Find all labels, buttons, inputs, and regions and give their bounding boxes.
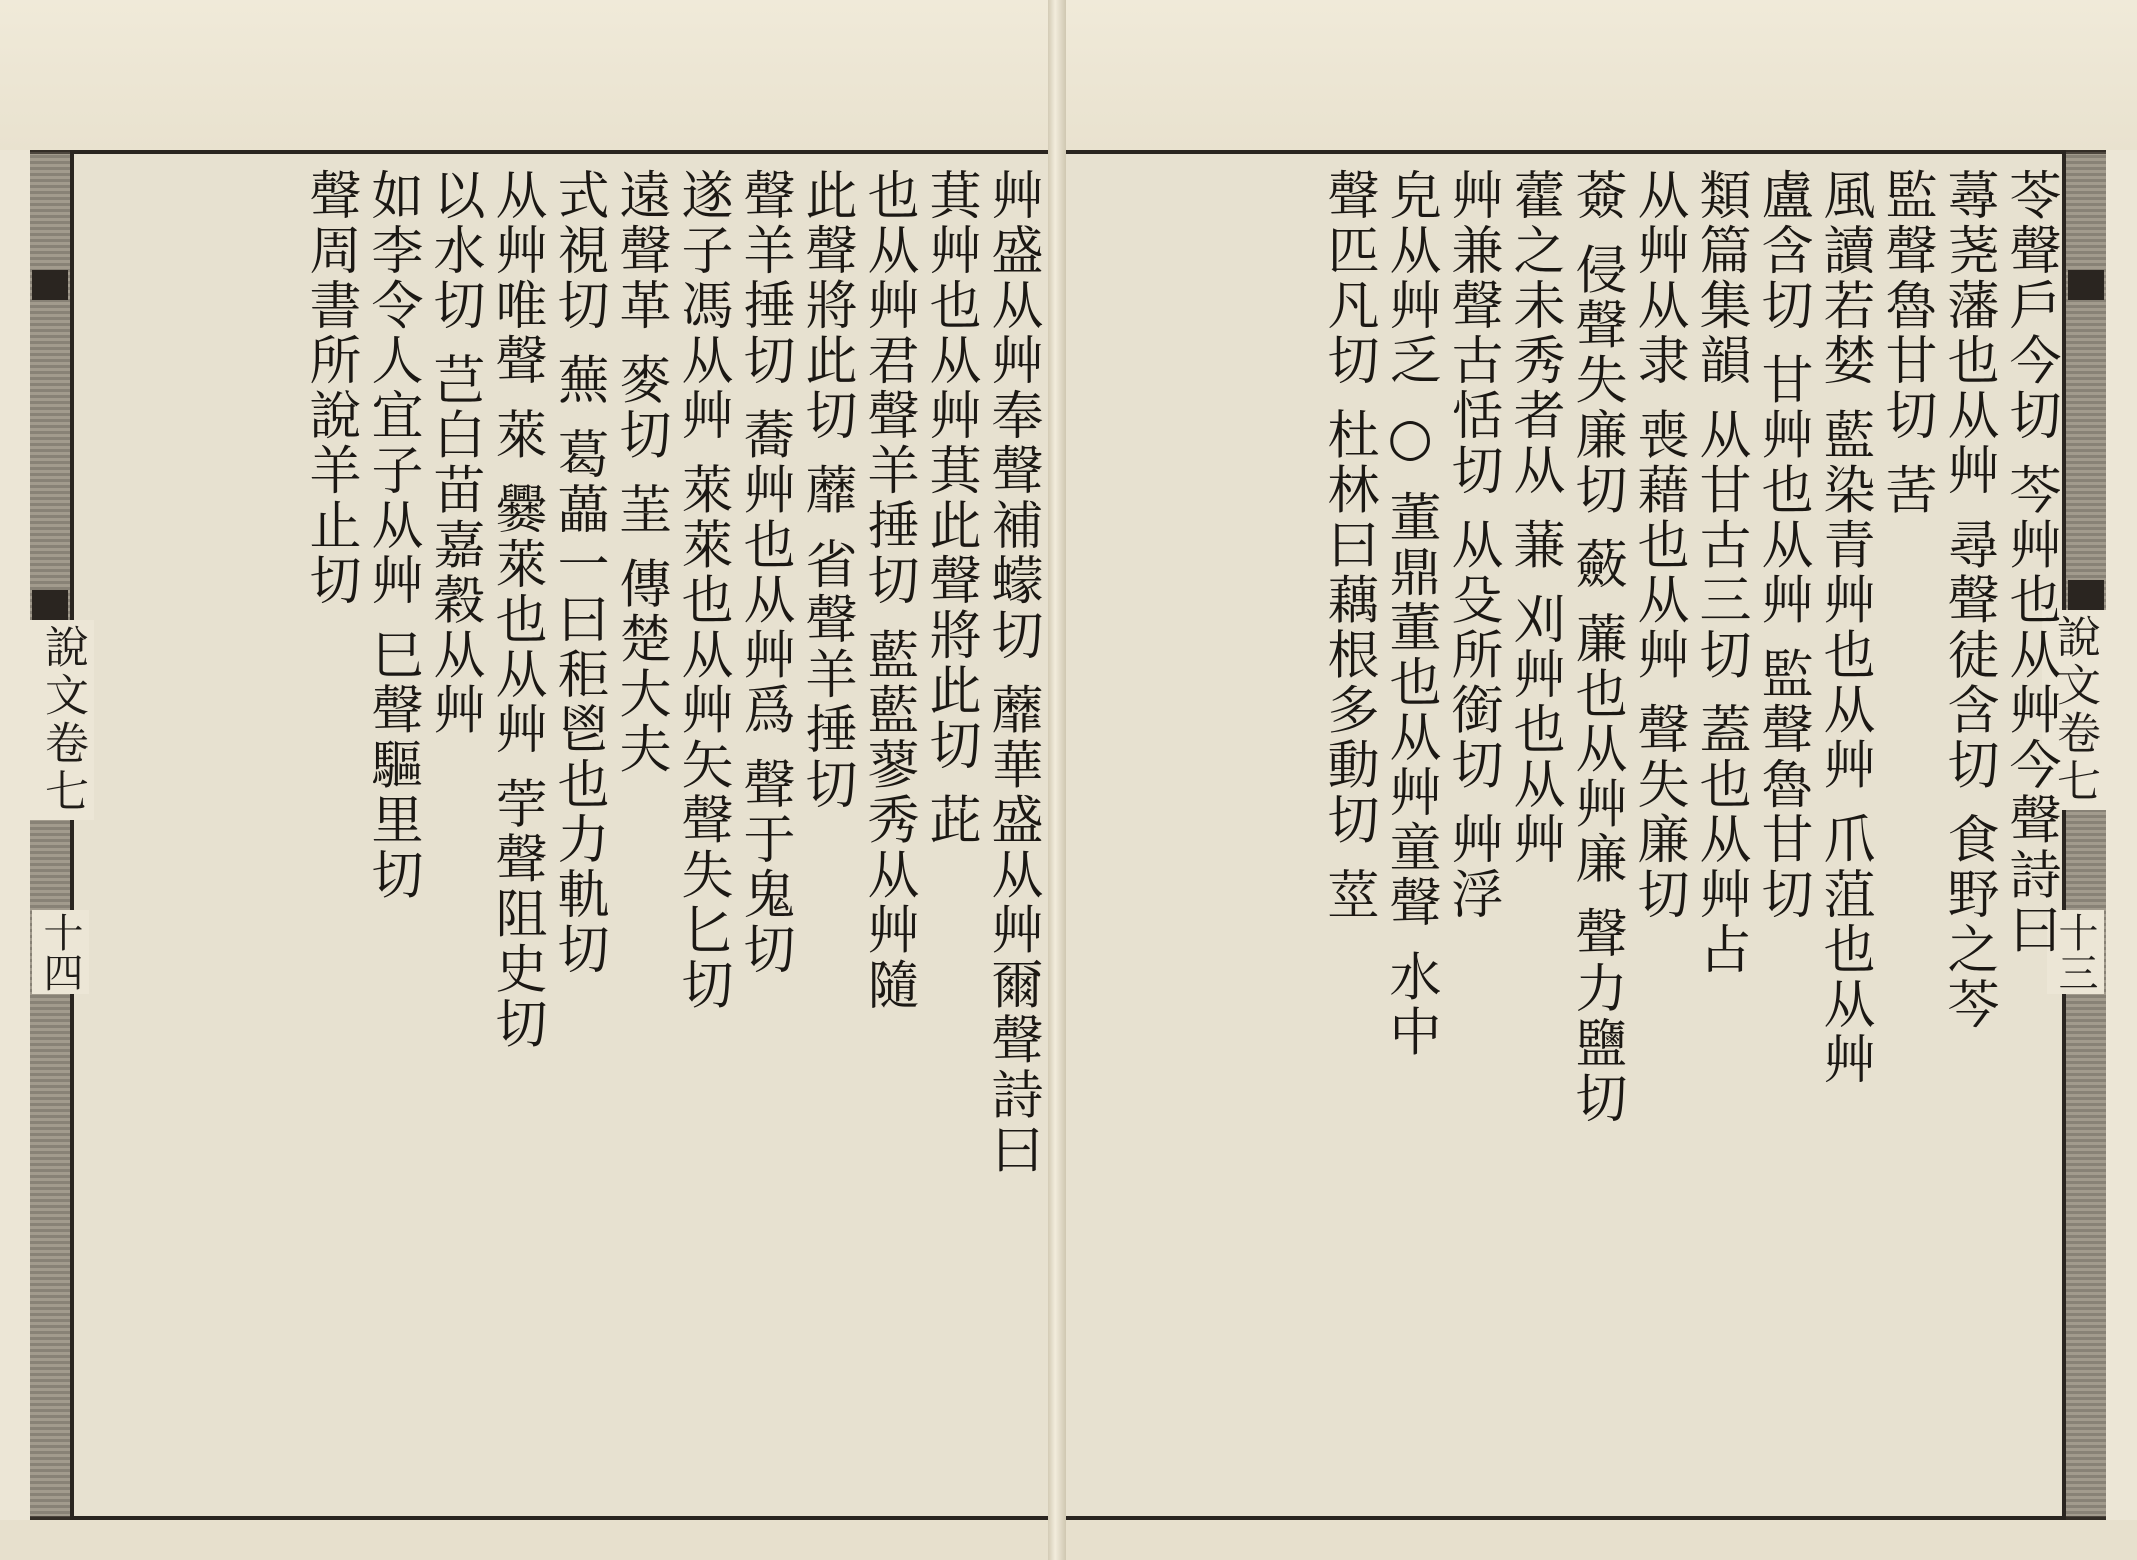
- text-column: 盧含切 甘艸也从艸 監聲魯甘切: [1752, 168, 1812, 923]
- text-column: 類篇集韻 从甘古三切 蓋也从艸占: [1690, 168, 1750, 978]
- text-column: 也从艸君聲羊捶切 藍藍蓼秀从艸隨: [858, 168, 918, 1013]
- text-column: 聲匹凡切 杜林曰藕根多動切 莖: [1318, 168, 1378, 923]
- margin-page-number: 十四: [32, 910, 89, 994]
- text-column: 式視切 蕪 葛藟一曰秬鬯也力軌切: [548, 168, 608, 978]
- text-column: 聲周書所說羊止切: [300, 168, 360, 608]
- text-column: 苓聲戶今切 芩艸也从艸今聲詩曰: [2000, 168, 2060, 958]
- text-columns: [1076, 168, 2060, 1502]
- fishtail-mark: [2068, 270, 2104, 300]
- text-column: 風讀若婪 藍染青艸也从艸 爪菹也从艸: [1814, 168, 1874, 1088]
- left-page: [30, 150, 1048, 1520]
- text-column: 萁艸也从艸萁此聲將此切 茈: [920, 168, 980, 848]
- margin-page-number: 十三: [2047, 910, 2104, 994]
- text-column: 从艸唯聲 萊 爨萊也从艸 荢聲阻史切: [486, 168, 546, 1052]
- fishtail-mark: [2068, 580, 2104, 610]
- frame-bottom-rule: [30, 1516, 1048, 1520]
- text-column: 藿之未秀者从 蒹 刈艸也从艸: [1504, 168, 1564, 868]
- frame-top-rule: [1066, 150, 2106, 154]
- text-column: 遂子馮从艸 萊萊也从艸矢聲失匕切: [672, 168, 732, 1013]
- fishtail-mark: [32, 270, 68, 300]
- frame-bottom-rule: [1066, 1516, 2106, 1520]
- frame-top-rule: [30, 150, 1048, 154]
- margin-title: 說文卷七: [2042, 610, 2106, 810]
- text-column: 艸兼聲古恬切 从殳所銜切 艸浮: [1442, 168, 1502, 923]
- top-margin: [0, 0, 2137, 150]
- text-column: 皃从艸乏 ○ 董鼎董也从艸童聲 水中: [1380, 168, 1440, 1060]
- fishtail-mark: [32, 590, 68, 620]
- frame-inner-rule: [70, 150, 74, 1520]
- fold-margin: [2066, 150, 2106, 1520]
- text-column: 以水切 芑白苗嘉穀从艸: [424, 168, 484, 738]
- book-gutter: [1048, 0, 1066, 1560]
- text-column: 遠聲革 麥切 茥 傳楚大夫: [610, 168, 670, 777]
- text-column: 如李令人宜子从艸 巳聲驅里切: [362, 168, 422, 903]
- text-columns: [80, 168, 1042, 1502]
- text-column: 此聲將此切 蘼 省聲羊捶切: [796, 168, 856, 813]
- right-page: [1066, 150, 2106, 1520]
- text-column: 監聲魯甘切 䒷: [1876, 168, 1936, 518]
- margin-title: 說文卷七: [30, 620, 94, 820]
- fold-margin: [30, 150, 70, 1520]
- text-column: 艸盛从艸奉聲補蠓切 蘼華盛从艸爾聲詩曰: [982, 168, 1042, 1178]
- bottom-margin: [0, 1520, 2137, 1560]
- text-column: 薟 侵聲失廉切 蘞 薕也从艸廉 聲力鹽切: [1566, 168, 1626, 1127]
- text-column: 聲羊捶切 蕎艸也从艸爲 聲于鬼切: [734, 168, 794, 978]
- text-column: 蕁荛藩也从艸 尋聲徒含切 食野之芩: [1938, 168, 1998, 1033]
- text-column: 从艸从隶 喪藉也从艸 聲失廉切: [1628, 168, 1688, 923]
